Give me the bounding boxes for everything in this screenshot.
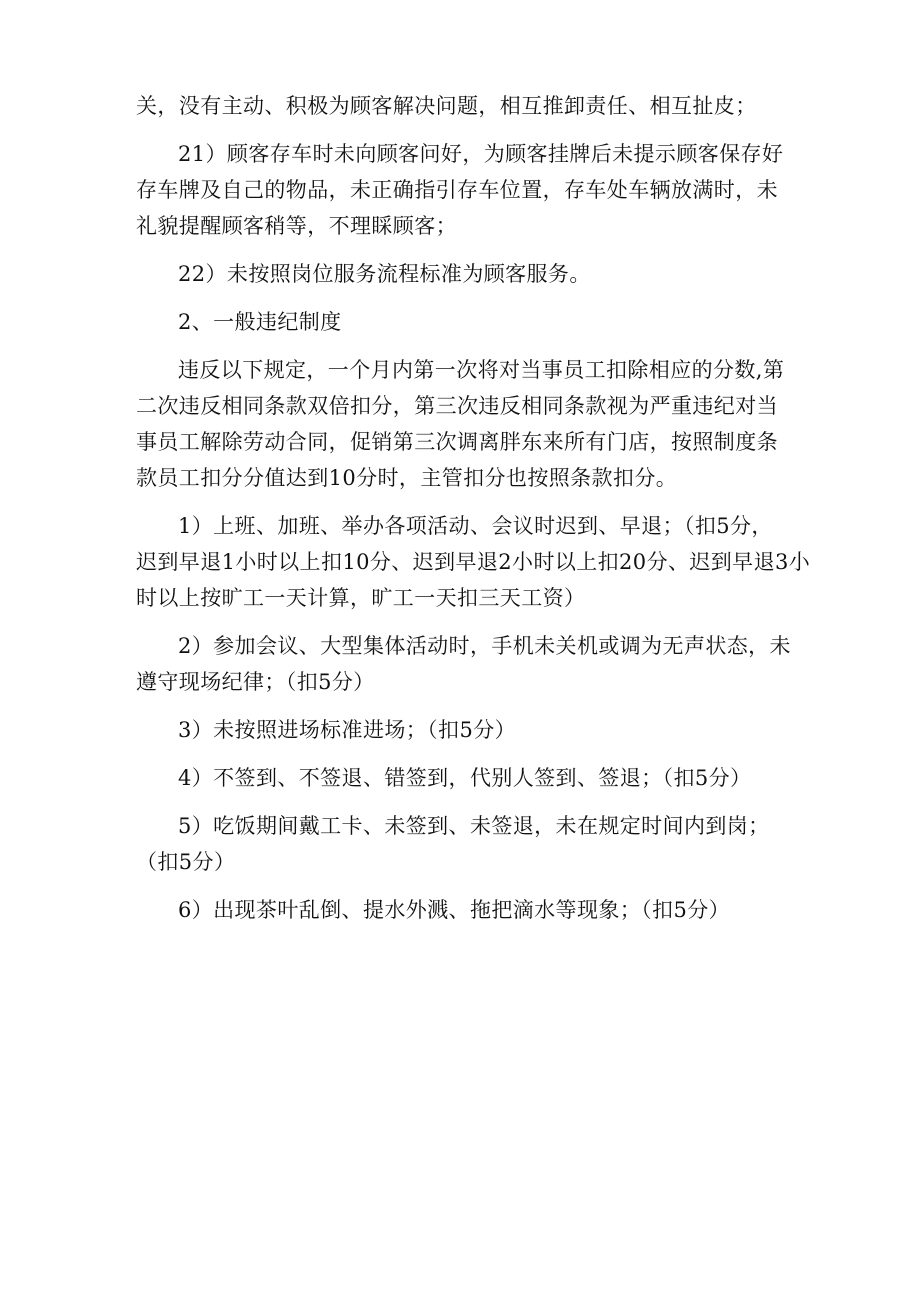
rule-item-3	[136, 712, 790, 748]
text-line: 关，没有主动、积极为顾客解决问题，相互推卸责任、相互扯皮；	[136, 94, 757, 118]
text-line: 4）不签到、不签退、错签到，代别人签到、签退；（扣5分）	[178, 766, 752, 790]
paragraph-continuation	[136, 88, 790, 124]
text-line: 礼貌提醒顾客稍等，不理睬顾客；	[136, 214, 457, 238]
rule-item-6	[136, 892, 790, 928]
text-line: 时以上按旷工一天计算，旷工一天扣三天工资）	[136, 586, 586, 610]
rule-item-1	[136, 508, 811, 616]
text-line: 2）参加会议、大型集体活动时，手机未关机或调为无声状态，未	[178, 634, 791, 658]
heading-text: 2、一般违纪制度	[178, 310, 342, 334]
text-line: 款员工扣分分值达到10分时，主管扣分也按照条款扣分。	[136, 466, 678, 490]
text-line: 5）吃饭期间戴工卡、未签到、未签退，未在规定时间内到岗；	[178, 814, 770, 838]
section-heading	[136, 304, 790, 340]
text-line: 迟到早退1小时以上扣10分、迟到早退2小时以上扣20分、迟到早退3小	[136, 550, 811, 574]
paragraph-item-21	[136, 136, 790, 244]
text-line: 3）未按照进场标准进场；（扣5分）	[178, 718, 517, 742]
text-line: 1）上班、加班、举办各项活动、会议时迟到、早退；（扣5分，	[178, 514, 773, 538]
rule-item-5	[136, 808, 790, 880]
text-line: 21）顾客存车时未向顾客问好，为顾客挂牌后未提示顾客保存好	[178, 142, 784, 166]
text-line: 二次违反相同条款双倍扣分，第三次违反相同条款视为严重违纪对当	[136, 394, 778, 418]
paragraph-intro	[136, 352, 790, 496]
document-body	[136, 88, 811, 940]
paragraph-item-22	[136, 256, 790, 292]
text-line: 违反以下规定，一个月内第一次将对当事员工扣除相应的分数,第	[178, 358, 785, 382]
text-line: 事员工解除劳动合同，促销第三次调离胖东来所有门店，按照制度条	[136, 430, 778, 454]
text-line: 6）出现茶叶乱倒、提水外溅、拖把滴水等现象；（扣5分）	[178, 898, 731, 922]
rule-item-4	[136, 760, 790, 796]
text-line: 22）未按照岗位服务流程标准为顾客服务。	[178, 262, 591, 286]
rule-item-2	[136, 628, 790, 700]
text-line: 遵守现场纪律；（扣5分）	[136, 670, 375, 694]
text-line: （扣5分）	[136, 850, 236, 874]
text-line: 存车牌及自己的物品，未正确指引存车位置，存车处车辆放满时，未	[136, 178, 778, 202]
